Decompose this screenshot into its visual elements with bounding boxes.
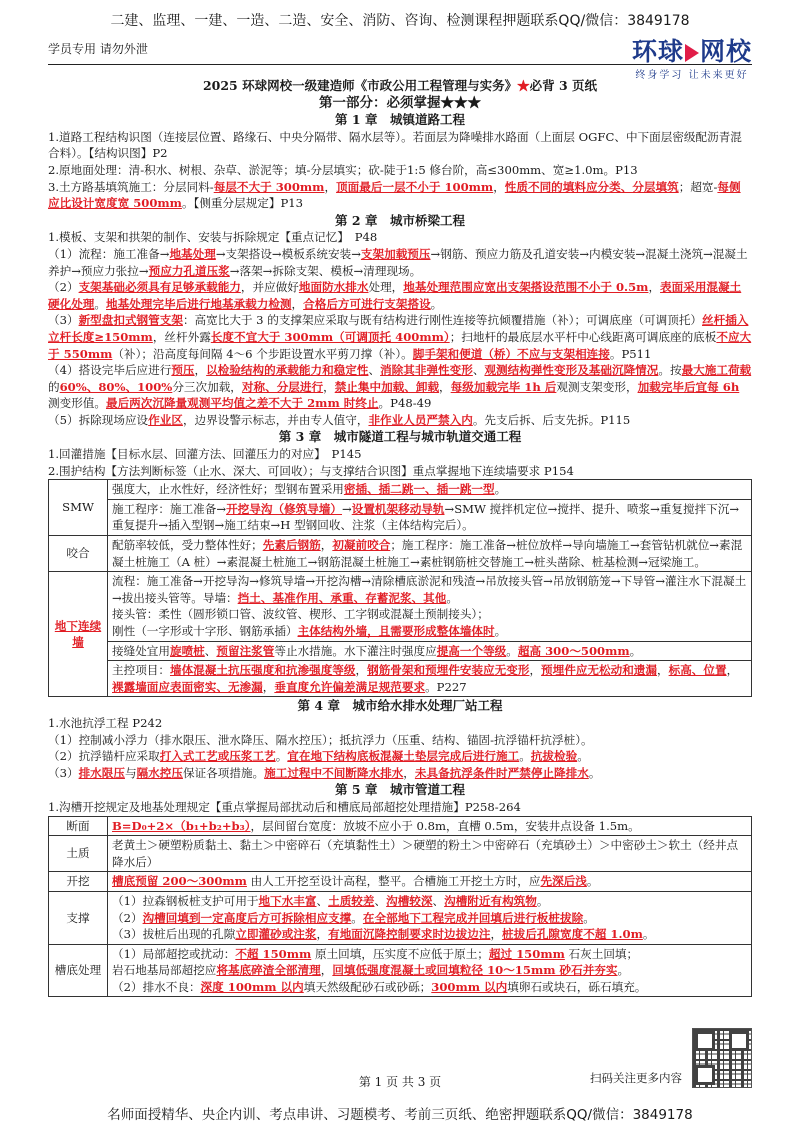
table-row [49,499,752,535]
row-label-bite: 咬合 [49,536,108,572]
qr-finder [695,1031,715,1051]
logo-slogan: 终身学习 让未来更好 [635,70,749,81]
ch5-item-1: 1.沟槽开挖规定及地基处理规定【重点掌握局部扰动后和槽底局部超挖处理措施】P258-264 [48,799,521,814]
ch2-item-1-5: （5）拆除现场应设作业区，边界设警示标志，并由专人值守，非作业人员严禁入内。先支后拆、后支先拆。P115 [48,412,631,427]
ch2-item-1-2: （2）支架基础必须具有足够承载能力，并应做好地面防水排水处理，地基处理范围应宽出支架搭设范围不小于 0.5m，表面采用混凝土硬化处理。地基处理完毕后进行地基承载力检测，合格后方可进行支架搭设。 [48,280,742,311]
ch2-item-1-4: （4）搭设完毕后应进行预压，以检验结构的承载能力和稳定性、消除其非弹性变形、观测结构弹性变形及基础沉降情况。按最大施工荷载的60%、80%、100%分三次加载，对称、分层进行，禁止集中加载、卸载，每级加载完毕 1h 后观测支架变形，加载完毕后宜每 6h 测变形值。最后两次沉降量观测平均值之差不大于 2mm 时终止。P48-49 [48,363,752,411]
bottom-contact-banner: 名师面授精华、央企内训、考点串讲、习题模考、考前三页纸、绝密押题联系QQ/微信：3849178 [107,1107,693,1123]
chapter-1-title: 第 1 章 城镇道路工程 [335,112,465,128]
table-cell: 配筋率较低，受力整体性好；先素后钢筋，初凝前咬合；施工程序：施工准备→桩位放样→导向墙施工→套管钻机就位→素混凝土桩施工（A 桩）→素混凝土桩施工→钢筋混凝土桩施工→素桩钢筋桩交替施工→桩头凿除、桩基检测→冠梁施工。 [108,536,752,572]
table-cell: 强度大，止水性好，经济性好；型钢布置采用密插、插二跳一、插一跳一型。 [108,480,752,500]
top-contact-banner: 二建、监理、一建、一造、二造、安全、消防、咨询、检测课程押题联系QQ/微信：3849178 [110,13,690,29]
retaining-structure-table [48,479,752,697]
logo-name-b: 网校 [699,37,752,66]
chapter-3-title: 第 3 章 城市隧道工程与城市轨道交通工程 [278,429,522,445]
part-title: 第一部分：必须掌握★★★ [319,94,481,111]
table-cell: （1）拉森钢板桩支护可用于地下水丰富、土质较差、沟槽较深、沟槽附近有构筑物。 （2）沟槽回填到一定高度后方可拆除相应支撑。在全部地下工程完成并回填后进行板桩拔除。 （3）拔桩后出现的孔隙立即灌砂或注浆，有地面沉降控制要求时边拔边注，桩拔后孔隙宽度不超 1.0m。 [108,891,752,944]
ch3-item-1: 1.回灌措施【目标水层、回灌方法、回灌压力的对应】 P145 [48,447,362,462]
table-row [49,480,752,500]
table-row [49,891,752,944]
table-cell: 施工程序：施工准备→开挖导沟（修筑导墙）→设置机架移动导轨→SMW 搅拌机定位→搅拌、提升、喷浆→重复搅拌下沉→重复提升→插入型钢→施工结束→H 型钢回收、注浆（主体结构完后）。 [108,499,752,535]
document-body [48,78,752,997]
ch1-item-1: 1.道路工程结构识图（连接层位置、路缘石、中央分隔带、隔水层等）。若面层为降噪排水路面（上面层 OGFC、中下面层密级配沥青混合料）。【结构识图】P2 [48,129,742,161]
title-tail: 必背 3 页纸 [529,78,598,93]
ch4-item-1-2: （2）抗浮锚杆应采取打入式工艺或压浆工艺。宜在地下结构底板混凝土垫层完成后进行施工。抗拔检验。 [48,749,589,764]
scan-note: 扫码关注更多内容 [590,1071,682,1085]
ch2-item-1-3: （3）新型盘扣式钢管支架：高宽比大于 3 的支撑架应采取与既有结构进行刚性连接等抗倾覆措施（补）；可调底座（可调顶托）丝杆插入立杆长度≥150mm，丝杆外露长度不宜大于 300mm（可调顶托 400mm）；扫地杆的最底层水平杆中心线距离可调底座的底板不应大于 550mm（补）；沿高度每间隔 4～6 个步距设置水平剪刀撑（补）。脚手架和便道（桥）不应与支架相连接。P511 [48,313,752,361]
chapter-4-title: 第 4 章 城市给水排水处理厂站工程 [297,698,503,714]
ch1-item-3: 3.土方路基填筑施工：分层同料-每层不大于 300mm，顶面最后一层不小于 100mm，性质不同的填料应分类、分层填筑；超宽-每侧应比设计宽度宽 500mm。【侧重分层规定】P13 [48,179,741,211]
table-row [49,572,752,641]
qr-finder [729,1031,749,1051]
table-row [49,816,752,836]
table-cell: 流程：施工准备→开挖导沟→修筑导墙→开挖沟槽→清除槽底淤泥和残渣→吊放接头管→吊放钢筋笼→下导管→灌注水下混凝土→拔出接头管等。导墙：挡土、基准作用、承重、存蓄泥浆、其他。 接头管：柔性（圆形锁口管、波纹管、楔形、工字钢或混凝土预制接头）； 刚性（一字形或十字形、钢筋承插）主体结构外墙，且需要形成整体墙体时。 [108,572,752,641]
logo-name-a: 环球 [631,37,684,66]
brand-logo [632,32,752,81]
ch2-item-1: 1.模板、支架和拱架的制作、安装与拆除规定【重点记忆】 P48 [48,230,378,245]
row-label-diaphragm-wall: 地下连续墙 [49,572,108,697]
table-cell: 老黄土＞硬塑粉质黏土、黏土＞中密碎石（充填黏性土）＞硬塑的粉土＞中密碎石（充填砂土）＞中密砂土＞软土（经井点降水后） [108,836,752,872]
table-row [49,536,752,572]
table-cell: 主控项目：墙体混凝土抗压强度和抗渗强度等级，钢筋骨架和预埋件安装应无变形，预埋件应无松动和遗漏，标高、位置，裸露墙面应表面密实、无渗漏，垂直度允许偏差满足规范要求。P227 [108,661,752,697]
ch1-item-2: 2.原地面处理：清-积水、树根、杂草、淤泥等；填-分层填实；砍-陡于1:5 修台阶，高≤300mm、宽≥1.0m。P13 [48,162,638,177]
star-icon: ★ [517,78,530,93]
ch4-item-1-1: （1）控制减小浮力（排水限压、泄水降压、隔水控压）；抵抗浮力（压重、结构、锚固-抗浮锚杆抗浮桩）。 [48,732,593,747]
table-row [49,661,752,697]
qr-code-icon [692,1028,752,1088]
table-cell: 槽底预留 200～300mm 由人工开挖至设计高程，整平。合槽施工开挖土方时，应先深后浅。 [108,872,752,892]
chapter-2-title: 第 2 章 城市桥梁工程 [335,212,465,228]
chapter-5-title: 第 5 章 城市管道工程 [335,782,465,798]
trench-excavation-table [48,816,752,998]
ch4-item-1-3: （3）排水限压与隔水控压保证各项措施。施工过程中不间断降水排水，未具备抗浮条件时严禁停止降排水。 [48,765,601,780]
ch4-item-1: 1.水池抗浮工程 P242 [48,715,163,730]
table-row [49,872,752,892]
row-label-support: 支撑 [49,891,108,944]
ch3-item-2: 2.围护结构【方法判断标签（止水、深大、可回收）；与支撑结合识图】重点掌握地下连续墙要求 P154 [48,463,574,478]
row-label-soil: 土质 [49,836,108,872]
row-label-excavation: 开挖 [49,872,108,892]
title-text: 2025 环球网校一级建造师《市政公用工程管理与实务》 [202,78,518,93]
table-row [49,944,752,997]
qr-finder [695,1065,715,1085]
student-only-note: 学员专用 请勿外泄 [48,42,148,56]
ch2-item-1-1: （1）流程：施工准备→地基处理→支架搭设→模板系统安装→支架加载预压→钢筋、预应力筋及孔道安装→内模安装→混凝土浇筑→混凝土养护→预应力张拉→预应力孔道压浆→落架→拆除支架、模板→清理现场。 [48,246,748,278]
row-label-trench-bottom: 槽底处理 [49,944,108,997]
table-cell: B=D₀+2×（b₁+b₂+b₃），层间留台宽度：放坡不应小于 0.8m，直槽 0.5m，安装井点设备 1.5m。 [108,816,752,836]
table-row [49,836,752,872]
row-label-section: 断面 [49,816,108,836]
row-label-smw: SMW [49,480,108,536]
document-title [48,78,752,95]
header-divider [48,64,752,65]
table-row [49,641,752,661]
table-cell: 接缝处宜用旋喷桩、预留注浆管等止水措施。水下灌注时强度应提高一个等级。超高 300～500mm。 [108,641,752,661]
table-cell: （1）局部超挖或扰动：不超 150mm 原土回填，压实度不应低于原土；超过 150mm 石灰土回填； 岩石地基局部超挖应将基底碎渣全部清理，回填低强度混凝土或回填粒径 10～15mm 砂石并夯实。 （2）排水不良：深度 100mm 以内填天然级配砂石或砂砾；300mm 以内填卵石或块石，砾石填充。 [108,944,752,997]
play-icon [685,44,699,62]
page-number: 第 1 页 共 3 页 [358,1075,442,1089]
